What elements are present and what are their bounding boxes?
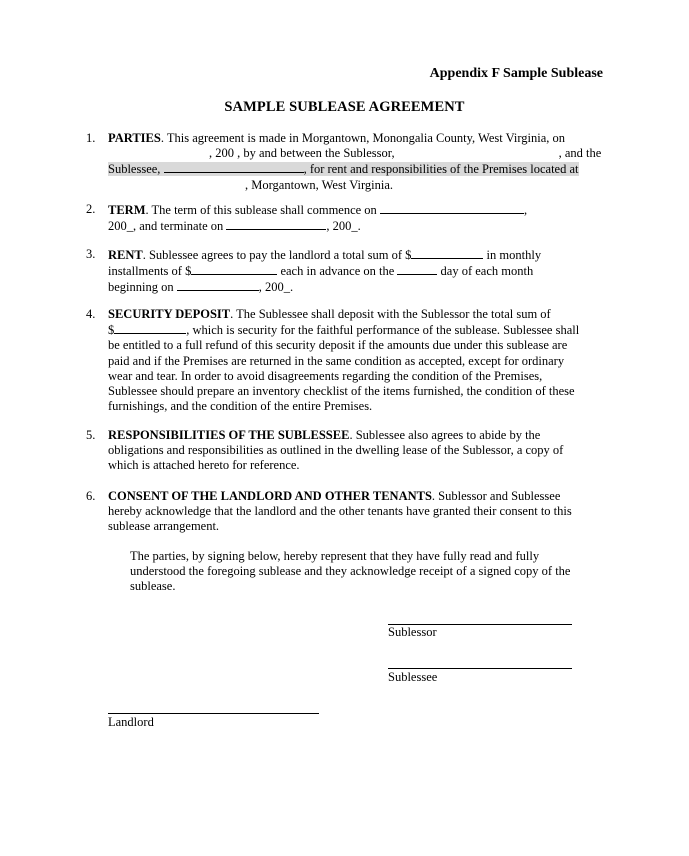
clause-number: 4. bbox=[86, 307, 96, 321]
clause-security-deposit: SECURITY DEPOSIT. The Sublessee shall deposit with the Sublessor the total sum of $ , which is security for the faithful performance of the sublease. Sublessee shall be entitled to a full refund of this security deposit if the amounts due under this sublease are paid and if the Premises are returned in the same condition as accepted, except for ordinary wear and tear. In order to avoid disagreements regarding the condition of the Premises, Sublessee should prepare an inventory checklist of the items furnished, the condition of these furnishings, and the condition of the entire Premises. bbox=[108, 307, 580, 414]
sublessee-label: Sublessee bbox=[388, 670, 438, 684]
clause-number: 5. bbox=[86, 428, 96, 442]
clause-term: TERM. The term of this sublease shall commence on , 200_, and terminate on , 200_. bbox=[108, 203, 528, 234]
sublessor-label: Sublessor bbox=[388, 625, 437, 639]
sublessee-signature-line[interactable] bbox=[388, 668, 572, 669]
clause-number: 1. bbox=[86, 131, 96, 145]
appendix-heading: Appendix F Sample Sublease bbox=[429, 66, 603, 81]
clause-parties: PARTIES. This agreement is made in Morgantown, Monongalia County, West Virginia, on , 200 , by and between the Sublessor, , and the Sublessee, , for rent and responsibilities of the Premises located at , Morgantown, West Virginia. bbox=[108, 131, 602, 192]
landlord-signature-line[interactable] bbox=[108, 713, 319, 714]
clause-rent: RENT. Sublessee agrees to pay the landlord a total sum of $ in monthly installments of $ each in advance on the day of each month beginning on , 200_. bbox=[108, 248, 542, 295]
clause-number: 3. bbox=[86, 247, 96, 261]
highlighted-text: Sublessee, , for rent and responsibilities of the Premises located at bbox=[108, 162, 579, 177]
clause-consent: CONSENT OF THE LANDLORD AND OTHER TENANTS. Sublessor and Sublessee hereby acknowledge that the landlord and the other tenants have granted their consent to this sublease arrangement. bbox=[108, 489, 572, 534]
landlord-label: Landlord bbox=[108, 715, 154, 729]
document-title: SAMPLE SUBLEASE AGREEMENT bbox=[224, 99, 465, 115]
clause-responsibilities: RESPONSIBILITIES OF THE SUBLESSEE. Sublessee also agrees to abide by the obligations and responsibilities as outlined in the dwelling lease of the Sublessor, a copy of which is attached hereto for reference. bbox=[108, 428, 564, 473]
clause-number: 6. bbox=[86, 489, 96, 503]
clause-number: 2. bbox=[86, 202, 96, 216]
closing-paragraph: The parties, by signing below, hereby represent that they have fully read and fully understood the foregoing sublease and they acknowledge receipt of a signed copy of the sublease. bbox=[130, 549, 571, 594]
